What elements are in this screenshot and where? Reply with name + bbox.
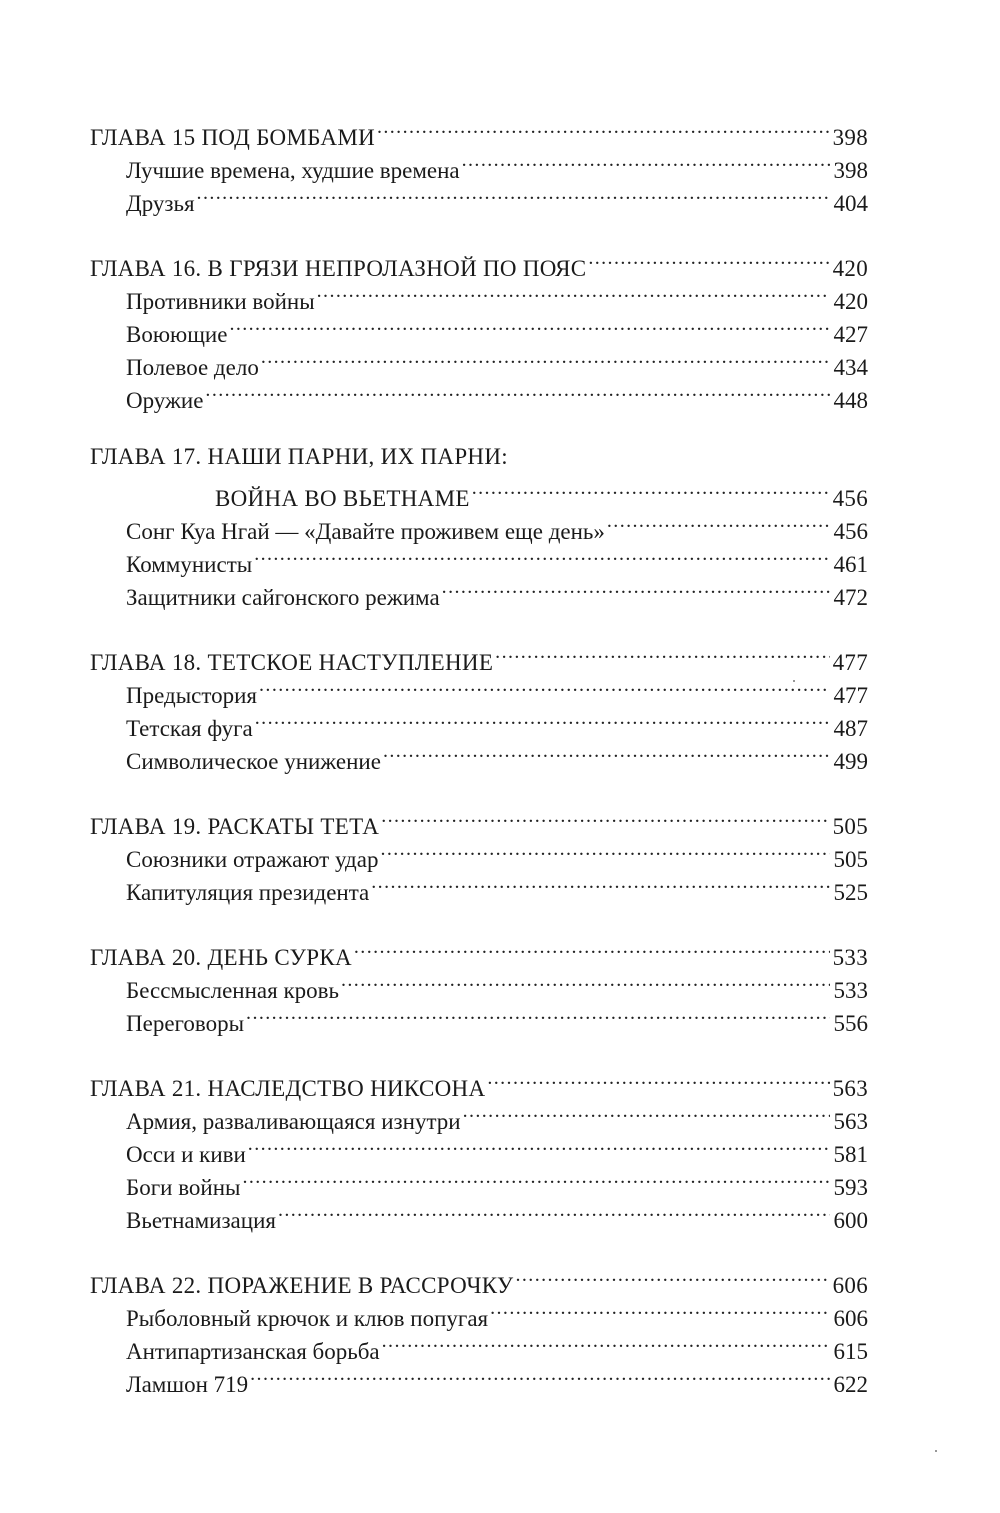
section-title: Лучшие времена, худшие времена [126,158,460,183]
section-title: Боги войны [126,1175,241,1200]
section-page-number: 581 [833,1142,868,1167]
section-title: Ламшон 719 [126,1372,249,1397]
toc-chapter [90,1260,868,1397]
dot-leader [371,867,830,900]
chapter-title: ГЛАВА 16. В ГРЯЗИ НЕПРОЛАЗНОЙ ПО ПОЯС [90,256,587,281]
dot-leader [250,1359,830,1392]
toc-chapter [90,112,868,216]
dot-leader [588,243,830,276]
toc-chapter [90,801,868,905]
section-page-number: 448 [833,388,868,413]
section-page-number: 615 [833,1339,868,1364]
toc-chapter [90,637,868,774]
section-title: Друзья [126,191,195,216]
chapter-page-number: 477 [832,650,868,675]
chapter-title-row [90,932,868,970]
section-title: Полевое дело [126,355,259,380]
chapter-title: ГЛАВА 17. НАШИ ПАРНИ, ИХ ПАРНИ: [90,444,508,469]
toc-chapter [90,243,868,413]
toc-chapter [90,440,868,610]
chapter-title: ВОЙНА ВО ВЬЕТНАМЕ [215,486,470,511]
toc-chapter [90,932,868,1036]
print-speck [793,680,795,682]
section-title: Капитуляция президента [126,880,370,905]
section-title: Коммунисты [126,552,253,577]
section-page-number: 606 [833,1306,868,1331]
section-page-number: 427 [833,322,868,347]
print-speck [935,1450,937,1452]
dot-leader [259,670,830,703]
section-page-number: 472 [833,585,868,610]
dot-leader [442,572,830,605]
section-page-number: 525 [833,880,868,905]
chapter-title-row [90,801,868,839]
section-title: Символическое унижение [126,749,381,774]
chapter-title-row [90,637,868,675]
chapter-title-row [90,243,868,281]
section-title: Переговоры [126,1011,245,1036]
section-title: Бессмысленная кровь [126,978,339,1003]
chapter-title: ГЛАВА 22. ПОРАЖЕНИЕ В РАССРОЧКУ [90,1273,514,1298]
section-page-number: 533 [833,978,868,1003]
chapter-page-number: 505 [832,814,868,839]
dot-leader [317,276,830,309]
chapter-title-row [90,440,868,473]
section-page-number: 600 [833,1208,868,1233]
section-page-number: 456 [833,519,868,544]
section-row [90,506,868,544]
section-page-number: 556 [833,1011,868,1036]
toc-chapter [90,1063,868,1233]
chapter-title-row [90,112,868,150]
section-page-number: 461 [833,552,868,577]
section-page-number: 477 [833,683,868,708]
section-title: Антипартизанская борьба [126,1339,380,1364]
section-page-number: 434 [833,355,868,380]
dot-leader [472,473,830,506]
section-title: Союзники отражают удар [126,847,379,872]
dot-leader [490,1293,830,1326]
chapter-page-number: 420 [832,256,868,281]
chapter-page-number: 606 [832,1273,868,1298]
dot-leader [381,801,830,834]
section-page-number: 622 [833,1372,868,1397]
table-of-contents [90,112,868,1424]
chapter-title-row [90,1260,868,1298]
section-title: Рыболовный крючок и клюв попугая [126,1306,489,1331]
dot-leader [516,1260,831,1293]
chapter-page-number: 398 [832,125,868,150]
chapter-title-row [90,1063,868,1101]
section-title: Воюющие [126,322,228,347]
dot-leader [463,1096,830,1129]
chapter-title: ГЛАВА 15 ПОД БОМБАМИ [90,125,375,150]
chapter-title: ГЛАВА 18. ТЕТСКОЕ НАСТУПЛЕНИЕ [90,650,494,675]
section-page-number: 398 [833,158,868,183]
section-page-number: 593 [833,1175,868,1200]
dot-leader [248,1129,830,1162]
section-title: Оружие [126,388,204,413]
section-title: Противники войны [126,289,315,314]
dot-leader [341,965,830,998]
section-page-number: 404 [833,191,868,216]
chapter-page-number: 456 [832,486,868,511]
dot-leader [255,703,830,736]
dot-leader [462,145,830,178]
section-page-number: 499 [833,749,868,774]
section-row [90,375,868,413]
dot-leader [278,1195,830,1228]
section-title: Вьетнамизация [126,1208,276,1233]
section-row [90,178,868,216]
chapter-title: ГЛАВА 20. ДЕНЬ СУРКА [90,945,352,970]
section-title: Защитники сайгонского режима [126,585,440,610]
dot-leader [242,1162,830,1195]
dot-leader [197,178,830,211]
dot-leader [261,342,830,375]
chapter-page-number: 533 [832,945,868,970]
section-title: Тетская фуга [126,716,253,741]
dot-leader [205,375,830,408]
dot-leader [246,998,830,1031]
dot-leader [487,1063,830,1096]
chapter-title: ГЛАВА 19. РАСКАТЫ ТЕТА [90,814,380,839]
dot-leader [254,539,830,572]
dot-leader [354,932,830,965]
dot-leader [229,309,830,342]
section-title: Сонг Куа Нгай — «Давайте проживем еще день» [126,519,605,544]
dot-leader [380,834,830,867]
section-title: Армия, разваливающаяся изнутри [126,1109,461,1134]
section-page-number: 505 [833,847,868,872]
section-page-number: 487 [833,716,868,741]
dot-leader [377,112,830,145]
chapter-title-row [90,473,868,511]
dot-leader [383,736,830,769]
section-page-number: 563 [833,1109,868,1134]
dot-leader [382,1326,830,1359]
dot-leader [607,506,830,539]
section-title: Осси и киви [126,1142,246,1167]
section-page-number: 420 [833,289,868,314]
chapter-page-number: 563 [832,1076,868,1101]
dot-leader [495,637,830,670]
chapter-title: ГЛАВА 21. НАСЛЕДСТВО НИКСОНА [90,1076,486,1101]
section-title: Предыстория [126,683,258,708]
